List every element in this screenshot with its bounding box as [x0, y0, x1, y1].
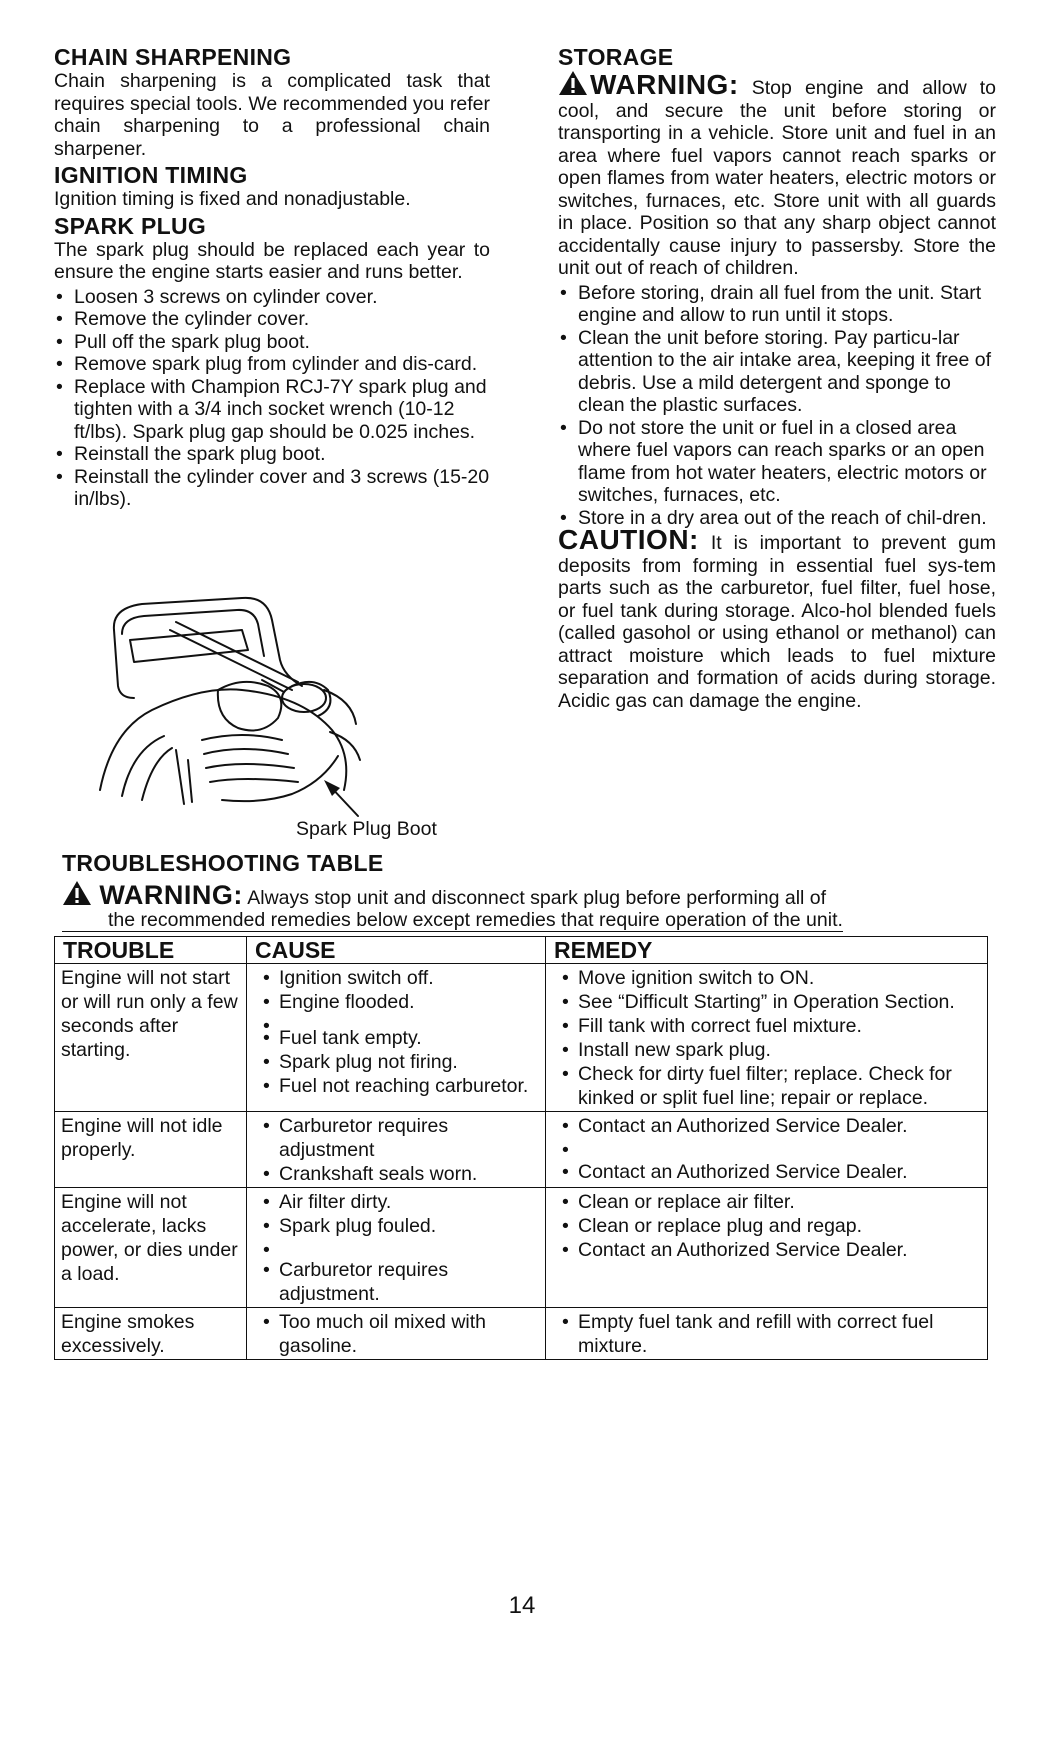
list-item: • Carburetor requires adjustment.	[253, 1258, 539, 1306]
table-row	[55, 964, 988, 1112]
list-item: • Install new spark plug.	[552, 1038, 981, 1062]
list-item: • Reinstall the spark plug boot.	[54, 443, 490, 466]
troubleshooting-warning-line1: Always stop unit and disconnect spark plug before performing all of	[247, 887, 827, 909]
chain-sharpening-heading: CHAIN SHARPENING	[54, 44, 292, 70]
storage-caution	[558, 524, 997, 712]
caution-label: CAUTION:	[558, 524, 699, 555]
list-item: • Engine flooded.	[253, 990, 539, 1014]
page-number: 14	[508, 1592, 536, 1619]
list-item: • Remove the cylinder cover.	[54, 308, 490, 331]
spacer	[253, 1238, 539, 1258]
cause-cell	[247, 964, 546, 1112]
header-cause: CAUSE	[247, 937, 546, 964]
warning-triangle-icon	[62, 880, 92, 906]
spark-plug-text: The spark plug should be replaced each year to ensure the engine starts easier and runs better.	[54, 238, 490, 283]
list-item: • Store in a dry area out of the reach of chil-dren.	[558, 507, 996, 530]
list-item: • Air filter dirty.	[253, 1190, 539, 1214]
spark-plug-boot-illustration	[92, 590, 472, 840]
remedy-cell	[546, 1308, 988, 1360]
right-column	[558, 44, 996, 714]
troubleshooting-warning	[62, 880, 962, 932]
left-column	[54, 44, 490, 511]
table-header-row	[55, 937, 988, 964]
list-item: • Loosen 3 screws on cylinder cover.	[54, 286, 490, 309]
list-item: • Clean the unit before storing. Pay particu-lar attention to the air intake area, keeping it free of debris. Use a mild detergent and sponge to clean the plastic surfaces.	[558, 327, 996, 417]
list-item: • Fuel not reaching carburetor.	[253, 1074, 539, 1098]
list-item: • Contact an Authorized Service Dealer.	[552, 1160, 981, 1184]
storage-items	[558, 282, 996, 530]
list-item: • Clean or replace air filter.	[552, 1190, 981, 1214]
spark-plug-heading: SPARK PLUG	[54, 212, 207, 239]
cause-cell	[247, 1308, 546, 1360]
troubleshooting-warning-line2: the recommended remedies below except remedies that require operation of the unit.	[62, 909, 843, 932]
list-item: • Contact an Authorized Service Dealer.	[552, 1114, 981, 1138]
spark-plug-steps	[54, 286, 490, 511]
caution-text: It is important to prevent gum deposits from forming in essential fuel sys-tem parts such as the carburetor, fuel filter, fuel hose, or fuel tank during storage. Alco-hol blended fuels (called gasohol or using ethanol or methanol) can attract moisture which leads to fuel mixture separation and formation of acids during storage. Acidic gas can damage the engine.	[558, 532, 997, 712]
ignition-timing-heading: IGNITION TIMING	[54, 162, 248, 188]
list-item: • Replace with Champion RCJ-7Y spark plug and tighten with a 3/4 inch socket wrench (10-12 ft/lbs). Spark plug gap should be 0.025 inches.	[54, 376, 490, 444]
storage-warning-label: WARNING:	[590, 69, 739, 100]
storage-warning	[558, 70, 996, 280]
figure-caption: Spark Plug Boot	[296, 818, 437, 840]
list-item: • Spark plug fouled.	[253, 1214, 539, 1238]
list-item: • Too much oil mixed with gasoline.	[253, 1310, 539, 1358]
troubleshooting-warning-label: WARNING:	[99, 880, 243, 910]
list-item: • Move ignition switch to ON.	[552, 966, 981, 990]
list-item: • Reinstall the cylinder cover and 3 screws (15-20 in/lbs).	[54, 466, 490, 511]
list-item: • Do not store the unit or fuel in a closed area where fuel vapors can reach sparks or an open flame from hot water heaters, electric motors or switches, furnaces, etc.	[558, 417, 996, 507]
trouble-cell: Engine will not idle properly.	[55, 1112, 247, 1188]
troubleshooting-table	[54, 936, 988, 1360]
list-item: • Ignition switch off.	[253, 966, 539, 990]
troubleshooting-title: TROUBLESHOOTING TABLE	[62, 850, 384, 876]
list-item: • Contact an Authorized Service Dealer.	[552, 1238, 981, 1262]
remedy-cell	[546, 1188, 988, 1308]
list-item: • See “Difficult Starting” in Operation Section.	[552, 990, 981, 1014]
list-item: • Fill tank with correct fuel mixture.	[552, 1014, 981, 1038]
spacer	[253, 1014, 539, 1026]
list-item: • Empty fuel tank and refill with correct fuel mixture.	[552, 1310, 981, 1358]
chain-sharpening-text: Chain sharpening is a complicated task that requires special tools. We recommended you refer chain sharpening to a professional chain sharpener.	[54, 70, 490, 160]
trouble-cell: Engine will not start or will run only a few seconds after starting.	[55, 964, 247, 1112]
list-item: • Crankshaft seals worn.	[253, 1162, 539, 1186]
list-item: • Fuel tank empty.	[253, 1026, 539, 1050]
storage-heading: STORAGE	[558, 44, 674, 70]
remedy-cell	[546, 1112, 988, 1188]
warning-triangle-icon	[558, 70, 588, 96]
cause-cell	[247, 1188, 546, 1308]
storage-warning-text: Stop engine and allow to cool, and secure the unit before storing or transporting in a vehicle. Store unit and fuel in an area where fuel vapors cannot reach sparks or open flames from water heaters, electric motors or switches, furnaces, etc. Store unit with all guards in place. Position so that any sharp object cannot accidentally cause injury to passersby. Store the unit out of reach of children.	[558, 77, 997, 279]
cause-cell	[247, 1112, 546, 1188]
trouble-cell: Engine will not accelerate, lacks power, or dies under a load.	[55, 1188, 247, 1308]
table-row	[55, 1112, 988, 1188]
list-item: • Clean or replace plug and regap.	[552, 1214, 981, 1238]
list-item: • Carburetor requires adjustment	[253, 1114, 539, 1162]
table-row	[55, 1308, 988, 1360]
table-row	[55, 1188, 988, 1308]
trouble-cell: Engine smokes excessively.	[55, 1308, 247, 1360]
remedy-cell	[546, 964, 988, 1112]
spacer	[552, 1138, 981, 1160]
list-item: • Pull off the spark plug boot.	[54, 331, 490, 354]
header-remedy: REMEDY	[546, 937, 988, 964]
list-item: • Remove spark plug from cylinder and dis-card.	[54, 353, 490, 376]
list-item: • Before storing, drain all fuel from the unit. Start engine and allow to run until it stops.	[558, 282, 996, 327]
list-item: • Check for dirty fuel filter; replace. Check for kinked or split fuel line; repair or replace.	[552, 1062, 981, 1110]
ignition-timing-text: Ignition timing is fixed and nonadjustable.	[54, 188, 411, 210]
header-trouble: TROUBLE	[55, 937, 247, 964]
list-item: • Spark plug not firing.	[253, 1050, 539, 1074]
